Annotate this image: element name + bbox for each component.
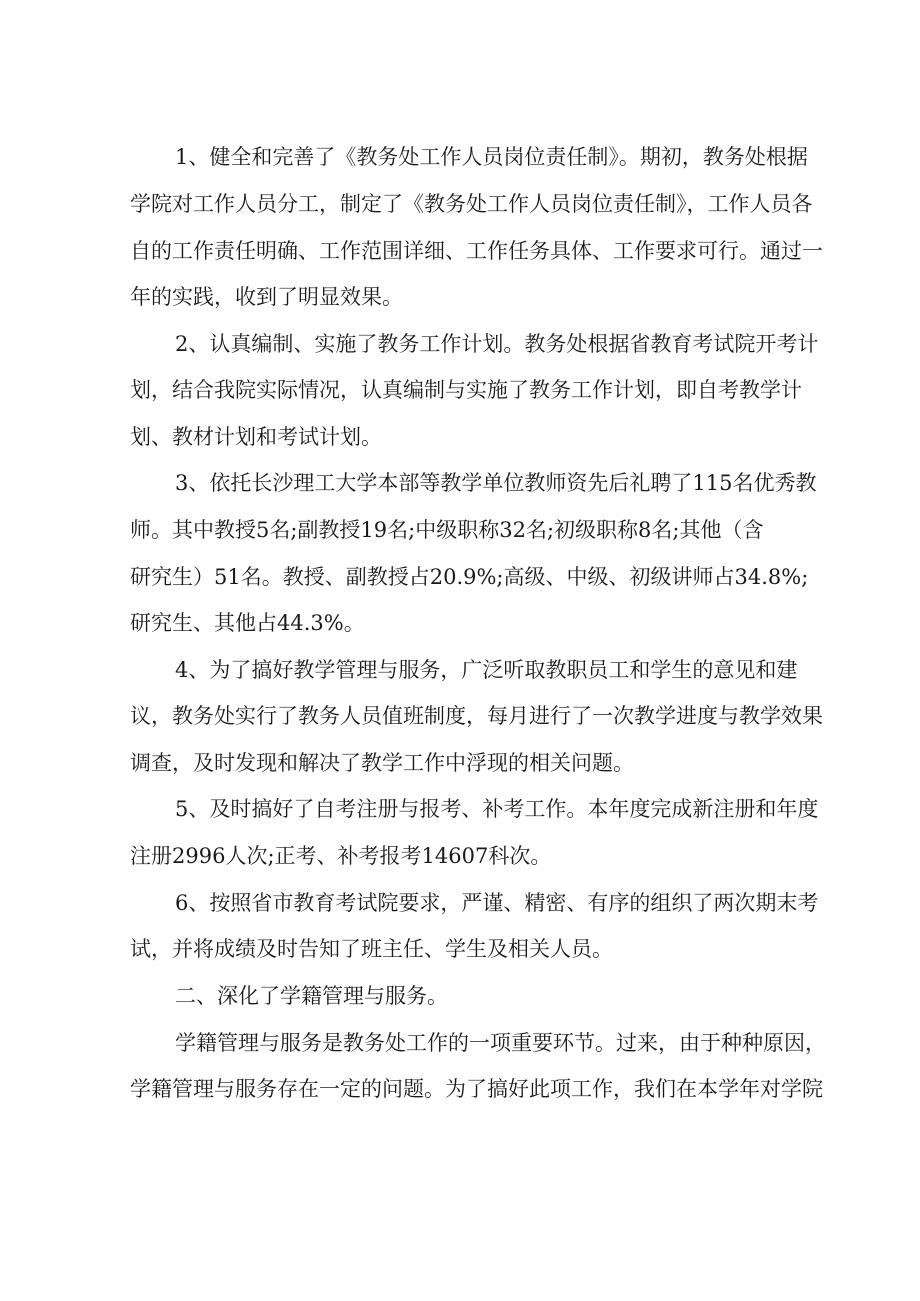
paragraph-6-line-2: 试，并将成绩及时告知了班主任、学生及相关人员。: [130, 937, 613, 961]
paragraph-1-line-4: 年的实践，收到了明显效果。: [130, 285, 403, 309]
paragraph-5-line-2: 注册2996人次;正考、补考报考14607科次。: [130, 844, 552, 868]
paragraph-3-line-1: 3、依托长沙理工大学本部等教学单位教师资先后礼聘了115名优秀教: [175, 471, 817, 495]
section-2-body-line-2: 学籍管理与服务存在一定的问题。为了搞好此项工作，我们在本学年对学院: [130, 1077, 823, 1101]
section-2-body-line-1: 学籍管理与服务是教务处工作的一项重要环节。过来，由于种种原因，: [175, 1031, 826, 1055]
section-2-heading: 二、深化了学籍管理与服务。: [175, 984, 448, 1008]
paragraph-1-line-1: 1、健全和完善了《教务处工作人员岗位责任制》。期初，教务处根据: [175, 145, 808, 169]
paragraph-4-line-3: 调查，及时发现和解决了教学工作中浮现的相关问题。: [130, 751, 634, 775]
paragraph-4-line-2: 议，教务处实行了教务人员值班制度，每月进行了一次教学进度与教学效果: [130, 704, 823, 728]
paragraph-1-line-3: 自的工作责任明确、工作范围详细、工作任务具体、工作要求可行。通过一: [130, 239, 823, 263]
paragraph-4-line-1: 4、为了搞好教学管理与服务，广泛听取教职员工和学生的意见和建: [175, 658, 798, 682]
paragraph-1-line-2: 学院对工作人员分工，制定了《教务处工作人员岗位责任制》，工作人员各: [130, 192, 813, 216]
paragraph-3-line-3: 研究生）51名。教授、副教授占20.9%;高级、中级、初级讲师占34.8%;: [130, 565, 809, 589]
paragraph-5-line-1: 5、及时搞好了自考注册与报考、补考工作。本年度完成新注册和年度: [175, 797, 819, 821]
paragraph-3-line-2: 师。其中教授5名;副教授19名;中级职称32名;初级职称8名;其他（含: [130, 518, 764, 542]
paragraph-3-line-4: 研究生、其他占44.3%。: [130, 611, 365, 635]
paragraph-2-line-2: 划，结合我院实际情况，认真编制与实施了教务工作计划，即自考教学计: [130, 378, 802, 402]
paragraph-6-line-1: 6、按照省市教育考试院要求，严谨、精密、有序的组织了两次期末考: [175, 891, 819, 915]
paragraph-2-line-1: 2、认真编制、实施了教务工作计划。教务处根据省教育考试院开考计: [175, 332, 819, 356]
paragraph-2-line-3: 划、教材计划和考试计划。: [130, 425, 382, 449]
